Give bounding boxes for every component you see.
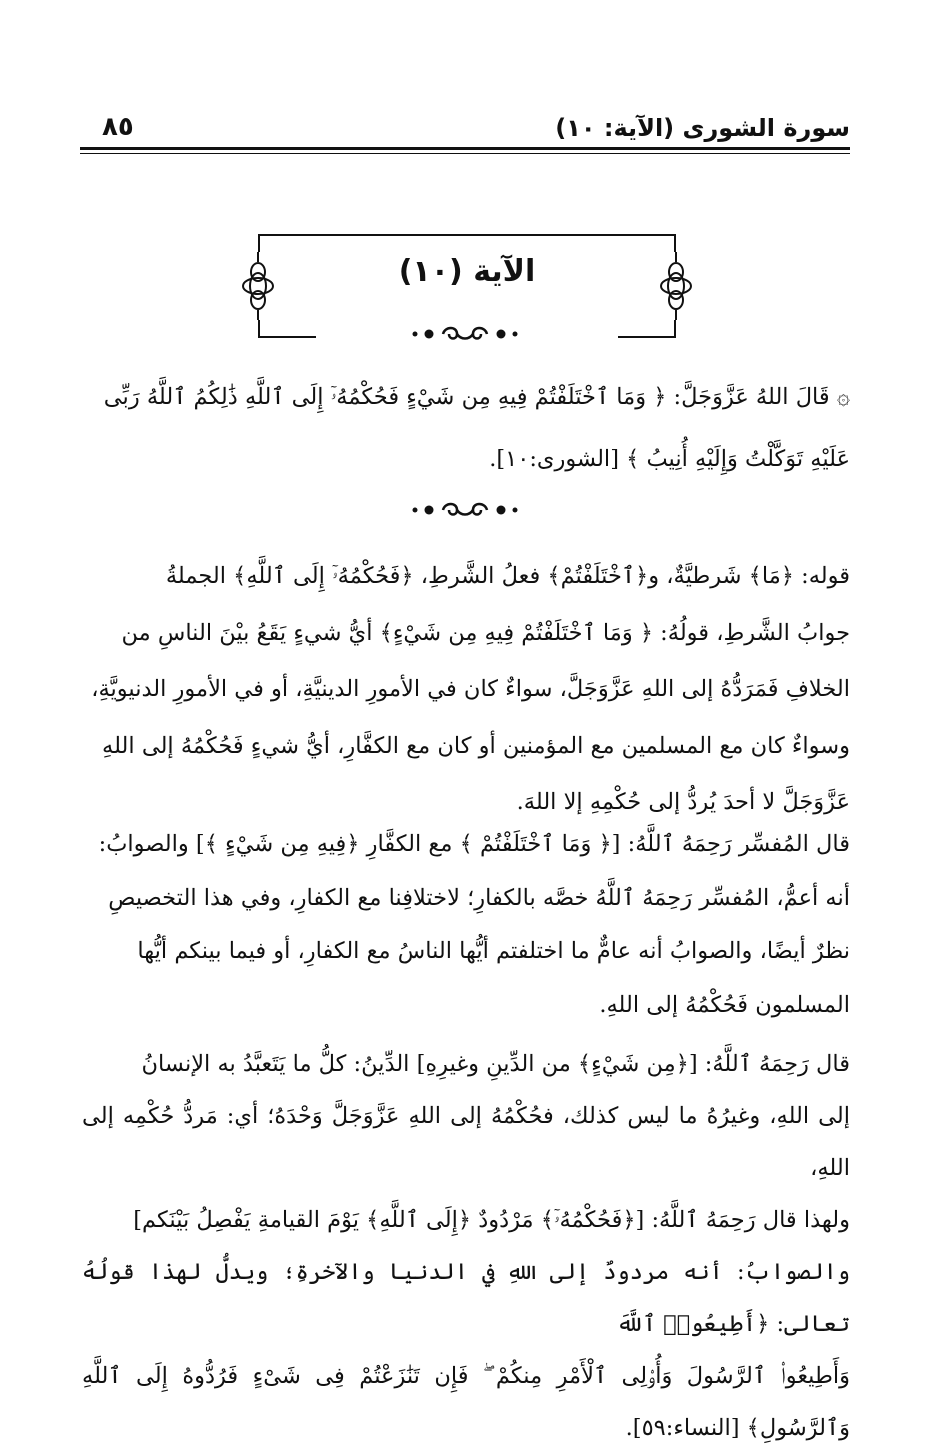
divider-ornament-icon <box>405 500 525 520</box>
text-line: قال المُفسِّر رَحِمَهُ ٱللَّهُ: [﴿ وَمَا ٱخْتَلَفْتُمْ ﴾ مع الكفَّارِ ﴿فِيهِ مِن شَيْءٍ ﴾] والصوابُ: <box>98 831 850 857</box>
divider-ornament-icon <box>405 324 525 344</box>
verse-title: الآية (١٠) <box>398 254 536 289</box>
text-line: وسواءٌ كان مع المسلمين مع المؤمنين أو كان مع الكفَّارِ، أيُّ شيءٍ فَحُكْمُهُ إلى اللهِ <box>102 732 850 759</box>
text-line: والصوابُ: أنه مردودٌ إلى اللهِ في الدنيا والآخرةِ؛ ويدلُّ لهذا قولُهُ تعالى: ﴿أَطِيعُوا۟ ٱللَّهَ <box>82 1259 850 1337</box>
commentary-paragraph <box>82 1038 850 1454</box>
page-number: ٨٥ <box>102 112 134 142</box>
text-line: وَأَطِيعُوا۟ ٱلرَّسُولَ وَأُو۟لِى ٱلْأَمْرِ مِنكُمْ ۖ فَإِن تَنَٰزَعْتُمْ فِى شَىْءٍ فَرُدُّوهُ إِلَى ٱللَّهِ وَٱلرَّسُولِ﴾ [النساء:٥٩]. <box>82 1363 850 1441</box>
text-line: عَزَّوَجَلَّ لا أحدَ يُردُّ إلى حُكْمِهِ إلا اللهَ. <box>516 789 850 815</box>
text-line: ولهذا قال رَحِمَهُ ٱللَّهُ: [﴿فَحُكْمُهُۥٓ﴾ مَرْدُودٌ ﴿إِلَى ٱللَّهِ﴾ يَوْمَ القيامةِ يَفْصِلُ بَيْنَكم] <box>133 1207 850 1233</box>
text-line: جوابُ الشَّرطِ، قولُهُ: ﴿ وَمَا ٱخْتَلَفْتُمْ فِيهِ مِن شَيْءٍ﴾ أيُّ شيءٍ يَقَعُ بيْنَ الناسِ من <box>121 619 850 646</box>
text-line: نظرٌ أيضًا، والصوابُ أنه عامٌّ ما اختلفتم أيُّها الناسُ مع الكفارِ، أو فيما بينكم أيُّها <box>137 938 850 964</box>
verse-title-frame <box>258 234 676 338</box>
verse-quote <box>82 366 850 490</box>
text-line: المسلمون فَحُكْمُهُ إلى اللهِ. <box>599 991 850 1018</box>
header-rule <box>80 153 850 154</box>
text-line: قال رَحِمَهُ ٱللَّهُ: [﴿مِن شَيْءٍ﴾ من الدِّينِ وغيرِهِ] الدِّينُ: كلُّ ما يَتَعبَّدُ به الإنسانُ <box>141 1051 850 1077</box>
commentary-paragraph <box>82 548 850 831</box>
page-header <box>80 110 850 150</box>
text-line: قوله: ﴿مَا﴾ شَرطيَّةٌ، و﴿ٱخْتَلَفْتُمْ﴾ فعلُ الشَّرطِ، ﴿فَحُكْمُهُۥٓ إِلَى ٱللَّهِ﴾ الجملةُ <box>165 563 850 589</box>
text-line: إلى اللهِ، وغيرُهُ ما ليس كذلك، فحُكْمُهُ إلى اللهِ عَزَّوَجَلَّ وَحْدَهُ؛ أي: مَردُّ حُكْمِه إلى اللهِ، <box>82 1103 850 1181</box>
running-title: سورة الشورى (الآية: ١٠) <box>555 114 850 142</box>
text-line: أنه أعمُّ، المُفسِّر رَحِمَهُ ٱللَّهُ خصَّه بالكفارِ؛ لاختلافِنا مع الكفارِ، وفي هذا التخصيصِ <box>108 884 850 911</box>
text-line: الخلافِ فَمَرَدُّهُ إلى اللهِ عَزَّوَجَلَّ، سواءٌ كان في الأمورِ الدينيَّةِ، أو في الأمورِ الدنيويَّةِ، <box>91 676 850 702</box>
verse-line: عَلَيْهِ تَوَكَّلْتُ وَإِلَيْهِ أُنِيبُ ﴾ [الشورى:١٠]. <box>489 446 850 472</box>
commentary-paragraph <box>82 818 850 1032</box>
verse-line: ۞ قَالَ اللهُ عَزَّوَجَلَّ: ﴿ وَمَا ٱخْتَلَفْتُمْ فِيهِ مِن شَيْءٍ فَحُكْمُهُۥٓ إِلَى ٱللَّهِ ذَٰلِكُمُ ٱللَّهُ رَبِّى <box>103 384 850 410</box>
